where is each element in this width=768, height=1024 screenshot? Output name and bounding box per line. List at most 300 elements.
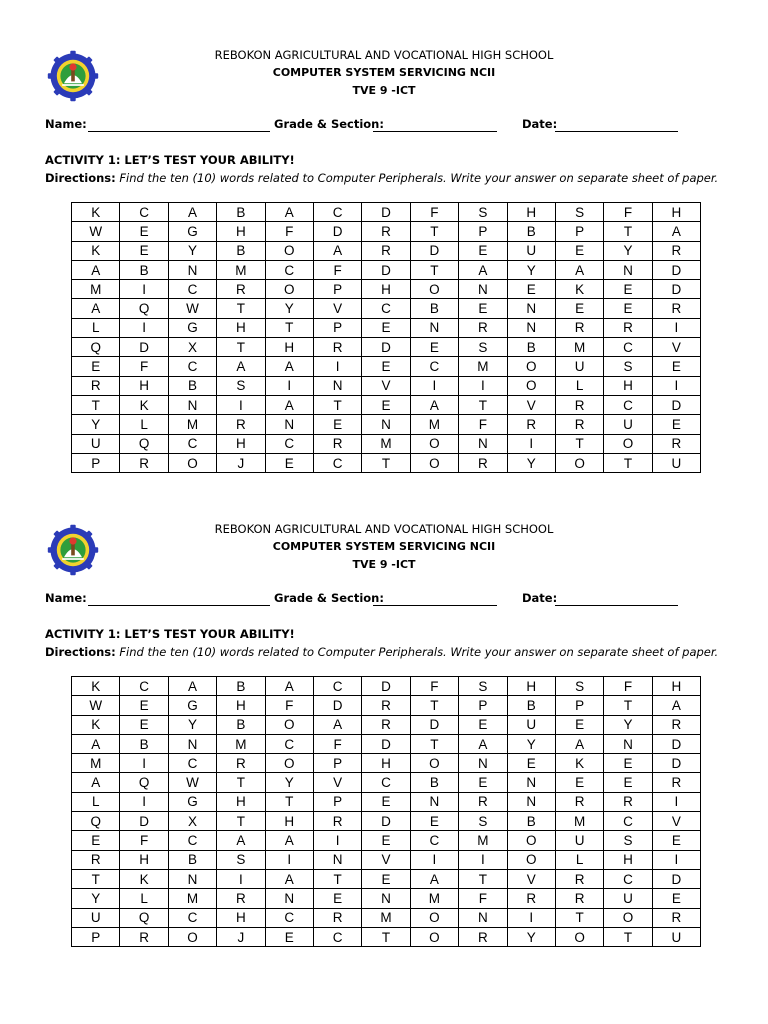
grid-cell: E — [265, 453, 313, 472]
grid-cell: Y — [72, 415, 120, 434]
grid-row — [72, 869, 701, 888]
grid-cell: B — [168, 850, 216, 869]
grid-cell: A — [72, 299, 120, 318]
grid-cell: K — [555, 754, 603, 773]
grid-cell: R — [72, 850, 120, 869]
grid-row — [72, 908, 701, 927]
name-blank[interactable] — [88, 605, 270, 606]
worksheet-copy-1 — [0, 37, 768, 507]
grid-cell: T — [604, 696, 652, 715]
grid-cell: B — [217, 677, 265, 696]
grid-cell: L — [120, 415, 168, 434]
grid-cell: M — [410, 889, 458, 908]
grid-cell: E — [313, 889, 361, 908]
grid-cell: M — [410, 415, 458, 434]
grid-cell: Y — [507, 734, 555, 753]
grid-cell: T — [555, 908, 603, 927]
grid-cell: C — [604, 812, 652, 831]
grid-cell: S — [459, 812, 507, 831]
grid-cell: R — [555, 395, 603, 414]
grid-row — [72, 222, 701, 241]
grid-cell: B — [507, 222, 555, 241]
grid-cell: D — [652, 260, 700, 279]
grid-cell: T — [313, 395, 361, 414]
grid-cell: C — [410, 357, 458, 376]
grid-cell: O — [410, 754, 458, 773]
grid-cell: E — [362, 831, 410, 850]
grid-cell: D — [120, 812, 168, 831]
grid-cell: O — [265, 241, 313, 260]
grid-cell: O — [168, 453, 216, 472]
grid-cell: C — [168, 831, 216, 850]
grid-cell: O — [410, 434, 458, 453]
grid-cell: D — [362, 203, 410, 222]
grid-cell: P — [555, 696, 603, 715]
grid-cell: O — [168, 927, 216, 946]
grid-cell: B — [120, 734, 168, 753]
grid-cell: F — [410, 677, 458, 696]
grid-cell: C — [604, 869, 652, 888]
grid-cell: H — [652, 677, 700, 696]
grid-cell: P — [555, 222, 603, 241]
grid-cell: F — [313, 260, 361, 279]
grid-cell: A — [265, 677, 313, 696]
grid-cell: A — [652, 222, 700, 241]
grid-cell: R — [459, 792, 507, 811]
directions-text: Find the ten (10) words related to Computer Peripherals. Write your answer on separate sheet of paper. — [115, 171, 719, 185]
grid-cell: O — [604, 434, 652, 453]
grid-cell: R — [555, 889, 603, 908]
course-title: COMPUTER SYSTEM SERVICING NCII — [272, 66, 496, 79]
grid-cell: D — [652, 869, 700, 888]
school-name: REBOKON AGRICULTURAL AND VOCATIONAL HIGH SCHOOL — [214, 522, 554, 536]
grid-cell: C — [168, 754, 216, 773]
grid-cell: H — [265, 812, 313, 831]
grid-cell: S — [217, 376, 265, 395]
grid-cell: A — [168, 677, 216, 696]
grid-cell: O — [265, 754, 313, 773]
grid-row — [72, 696, 701, 715]
grid-cell: C — [168, 280, 216, 299]
grid-cell: Y — [507, 927, 555, 946]
grid-cell: X — [168, 338, 216, 357]
grid-cell: E — [652, 889, 700, 908]
grid-cell: I — [459, 376, 507, 395]
grid-cell: S — [459, 338, 507, 357]
grid-row — [72, 792, 701, 811]
grid-cell: H — [604, 850, 652, 869]
grid-cell: F — [459, 415, 507, 434]
grid-cell: S — [604, 831, 652, 850]
grid-cell: M — [362, 434, 410, 453]
grid-cell: R — [362, 222, 410, 241]
grid-row — [72, 754, 701, 773]
grid-cell: C — [168, 357, 216, 376]
name-label: Name: — [45, 117, 87, 131]
grid-cell: R — [217, 415, 265, 434]
grid-cell: S — [459, 677, 507, 696]
grid-cell: Y — [168, 715, 216, 734]
grid-cell: I — [120, 754, 168, 773]
grid-cell: H — [652, 203, 700, 222]
grid-cell: O — [507, 850, 555, 869]
grid-cell: R — [555, 869, 603, 888]
grid-cell: D — [313, 222, 361, 241]
grid-cell: E — [120, 241, 168, 260]
grid-cell: L — [120, 889, 168, 908]
grid-cell: S — [555, 203, 603, 222]
grid-cell: R — [507, 889, 555, 908]
grid-cell: H — [265, 338, 313, 357]
directions-text: Find the ten (10) words related to Computer Peripherals. Write your answer on separate sheet of paper. — [115, 645, 719, 659]
grid-cell: E — [72, 357, 120, 376]
grid-cell: O — [265, 280, 313, 299]
grid-cell: V — [507, 869, 555, 888]
grid-cell: H — [120, 850, 168, 869]
grid-cell: F — [604, 203, 652, 222]
grid-cell: D — [410, 241, 458, 260]
grid-cell: M — [459, 357, 507, 376]
grid-cell: T — [555, 434, 603, 453]
grid-cell: D — [313, 696, 361, 715]
grid-cell: B — [507, 812, 555, 831]
grid-cell: D — [362, 734, 410, 753]
grid-cell: Y — [168, 241, 216, 260]
grid-row — [72, 453, 701, 472]
grid-cell: A — [217, 831, 265, 850]
grid-cell: V — [362, 376, 410, 395]
name-blank[interactable] — [88, 131, 270, 132]
grid-cell: G — [168, 318, 216, 337]
grid-cell: E — [555, 715, 603, 734]
grid-cell: R — [604, 792, 652, 811]
grade-level: TVE 9 -ICT — [352, 84, 416, 97]
grid-cell: T — [459, 869, 507, 888]
grid-cell: L — [72, 792, 120, 811]
grid-cell: B — [217, 203, 265, 222]
grid-cell: B — [410, 773, 458, 792]
grid-cell: A — [410, 869, 458, 888]
grid-cell: Q — [120, 908, 168, 927]
grid-cell: E — [120, 696, 168, 715]
grid-row — [72, 715, 701, 734]
grid-cell: I — [652, 792, 700, 811]
grid-cell: D — [362, 677, 410, 696]
grid-cell: H — [507, 203, 555, 222]
grid-cell: U — [507, 241, 555, 260]
grid-cell: I — [459, 850, 507, 869]
grid-cell: B — [507, 338, 555, 357]
grid-cell: D — [652, 395, 700, 414]
grid-cell: W — [72, 222, 120, 241]
grid-cell: E — [652, 357, 700, 376]
grid-cell: M — [72, 754, 120, 773]
grid-cell: P — [313, 754, 361, 773]
grid-cell: F — [265, 696, 313, 715]
grid-row — [72, 260, 701, 279]
grid-cell: R — [72, 376, 120, 395]
grid-cell: E — [410, 338, 458, 357]
grid-cell: V — [313, 773, 361, 792]
grid-cell: S — [217, 850, 265, 869]
grid-cell: Y — [604, 715, 652, 734]
grid-cell: E — [459, 773, 507, 792]
grid-cell: Y — [265, 773, 313, 792]
grid-cell: P — [72, 453, 120, 472]
grid-cell: N — [604, 260, 652, 279]
grid-cell: T — [604, 453, 652, 472]
grid-cell: O — [265, 715, 313, 734]
grid-cell: I — [652, 318, 700, 337]
word-search-grid — [71, 202, 701, 473]
grid-cell: A — [265, 357, 313, 376]
grid-cell: Y — [507, 260, 555, 279]
grid-cell: P — [313, 318, 361, 337]
grid-cell: D — [410, 715, 458, 734]
grid-cell: P — [313, 792, 361, 811]
grid-cell: N — [168, 869, 216, 888]
grid-cell: R — [652, 908, 700, 927]
grid-cell: R — [217, 754, 265, 773]
grid-cell: H — [217, 792, 265, 811]
grid-cell: A — [555, 734, 603, 753]
grid-cell: S — [555, 677, 603, 696]
grid-cell: Y — [72, 889, 120, 908]
grid-cell: K — [72, 241, 120, 260]
grid-cell: L — [72, 318, 120, 337]
grid-cell: N — [507, 318, 555, 337]
grid-cell: C — [265, 908, 313, 927]
grid-row — [72, 850, 701, 869]
grid-cell: T — [410, 734, 458, 753]
activity-title: ACTIVITY 1: LET’S TEST YOUR ABILITY! — [45, 627, 295, 641]
grid-cell: U — [72, 434, 120, 453]
grid-cell: U — [604, 889, 652, 908]
grid-cell: O — [555, 453, 603, 472]
grid-cell: U — [507, 715, 555, 734]
directions — [45, 171, 718, 185]
grid-cell: W — [72, 696, 120, 715]
grid-cell: T — [410, 260, 458, 279]
grid-row — [72, 357, 701, 376]
grid-cell: V — [362, 850, 410, 869]
grid-cell: D — [362, 812, 410, 831]
grid-cell: O — [410, 927, 458, 946]
school-name: REBOKON AGRICULTURAL AND VOCATIONAL HIGH SCHOOL — [214, 48, 554, 62]
grid-row — [72, 299, 701, 318]
grid-cell: K — [120, 869, 168, 888]
grid-row — [72, 734, 701, 753]
grid-cell: L — [555, 850, 603, 869]
grid-cell: B — [507, 696, 555, 715]
grid-cell: F — [459, 889, 507, 908]
grid-cell: R — [120, 927, 168, 946]
grid-row — [72, 241, 701, 260]
grid-cell: E — [120, 715, 168, 734]
grid-cell: H — [217, 318, 265, 337]
grid-cell: E — [555, 241, 603, 260]
grid-cell: J — [217, 927, 265, 946]
grid-cell: R — [652, 773, 700, 792]
grid-cell: A — [168, 203, 216, 222]
grid-cell: R — [555, 792, 603, 811]
grid-cell: W — [168, 773, 216, 792]
grid-cell: B — [168, 376, 216, 395]
grid-cell: E — [72, 831, 120, 850]
grid-cell: E — [459, 299, 507, 318]
grid-row — [72, 318, 701, 337]
grid-cell: K — [120, 395, 168, 414]
grid-cell: R — [313, 338, 361, 357]
grid-cell: M — [217, 734, 265, 753]
grid-cell: I — [507, 908, 555, 927]
grid-cell: N — [459, 908, 507, 927]
grid-cell: R — [459, 453, 507, 472]
grid-row — [72, 831, 701, 850]
activity-title: ACTIVITY 1: LET’S TEST YOUR ABILITY! — [45, 153, 295, 167]
grid-row — [72, 203, 701, 222]
grid-cell: W — [168, 299, 216, 318]
grid-cell: E — [459, 715, 507, 734]
grid-cell: F — [604, 677, 652, 696]
grid-cell: E — [604, 299, 652, 318]
grid-cell: T — [72, 869, 120, 888]
grid-cell: Q — [120, 773, 168, 792]
grid-cell: N — [410, 318, 458, 337]
grid-cell: Y — [507, 453, 555, 472]
grid-cell: O — [507, 357, 555, 376]
grid-cell: K — [72, 715, 120, 734]
grid-cell: I — [507, 434, 555, 453]
grid-cell: A — [410, 395, 458, 414]
grade-level: TVE 9 -ICT — [352, 558, 416, 571]
directions-label: Directions: — [45, 645, 116, 659]
grid-cell: A — [459, 260, 507, 279]
grid-cell: R — [459, 927, 507, 946]
grid-cell: E — [604, 280, 652, 299]
grade-section-label: Grade & Section: — [274, 117, 384, 131]
grid-cell: R — [313, 434, 361, 453]
grid-cell: S — [604, 357, 652, 376]
grid-cell: C — [604, 395, 652, 414]
grid-cell: E — [313, 415, 361, 434]
grid-cell: I — [120, 318, 168, 337]
grid-cell: A — [72, 734, 120, 753]
grid-cell: J — [217, 453, 265, 472]
grid-cell: K — [72, 203, 120, 222]
date-blank[interactable] — [555, 605, 678, 606]
grid-cell: V — [313, 299, 361, 318]
grid-cell: M — [168, 415, 216, 434]
grid-cell: C — [265, 734, 313, 753]
grid-cell: K — [555, 280, 603, 299]
grid-cell: L — [555, 376, 603, 395]
grid-cell: E — [362, 357, 410, 376]
grid-cell: N — [410, 792, 458, 811]
grid-cell: A — [313, 241, 361, 260]
grid-cell: V — [652, 812, 700, 831]
grid-cell: R — [604, 318, 652, 337]
grid-cell: P — [72, 927, 120, 946]
grid-cell: N — [168, 734, 216, 753]
grid-cell: H — [362, 280, 410, 299]
grid-cell: N — [507, 773, 555, 792]
grid-cell: T — [410, 222, 458, 241]
grid-cell: N — [313, 376, 361, 395]
grid-cell: A — [265, 869, 313, 888]
grid-cell: C — [120, 677, 168, 696]
grid-cell: E — [362, 792, 410, 811]
grid-cell: D — [652, 280, 700, 299]
grid-cell: K — [72, 677, 120, 696]
grid-cell: E — [604, 754, 652, 773]
grid-row — [72, 415, 701, 434]
grid-row — [72, 773, 701, 792]
grid-row — [72, 677, 701, 696]
grid-cell: U — [652, 453, 700, 472]
grid-cell: M — [72, 280, 120, 299]
grid-cell: R — [459, 318, 507, 337]
grid-cell: M — [168, 889, 216, 908]
grid-cell: E — [120, 222, 168, 241]
grid-cell: I — [313, 831, 361, 850]
grid-row — [72, 376, 701, 395]
grid-cell: N — [459, 434, 507, 453]
grid-cell: E — [652, 831, 700, 850]
grid-cell: I — [652, 850, 700, 869]
directions-label: Directions: — [45, 171, 116, 185]
grid-cell: F — [120, 357, 168, 376]
grid-cell: I — [265, 850, 313, 869]
grid-cell: F — [313, 734, 361, 753]
grid-cell: E — [459, 241, 507, 260]
grid-cell: R — [652, 434, 700, 453]
grid-cell: I — [217, 395, 265, 414]
grid-cell: I — [410, 376, 458, 395]
grid-cell: R — [652, 299, 700, 318]
grid-cell: E — [410, 812, 458, 831]
grid-cell: D — [652, 734, 700, 753]
grid-cell: E — [652, 415, 700, 434]
grid-cell: C — [410, 831, 458, 850]
grade-section-blank[interactable] — [373, 605, 497, 606]
grid-cell: I — [120, 792, 168, 811]
grid-cell: O — [555, 927, 603, 946]
grid-cell: A — [459, 734, 507, 753]
word-search-grid — [71, 676, 701, 947]
grid-row — [72, 280, 701, 299]
grid-cell: R — [555, 415, 603, 434]
grid-cell: R — [652, 241, 700, 260]
grid-cell: C — [362, 773, 410, 792]
grid-cell: R — [120, 453, 168, 472]
worksheet-copy-2 — [0, 511, 768, 981]
grid-cell: Q — [120, 299, 168, 318]
grid-cell: A — [265, 203, 313, 222]
grid-cell: R — [652, 715, 700, 734]
grid-cell: I — [652, 376, 700, 395]
grid-cell: D — [652, 754, 700, 773]
grid-cell: N — [604, 734, 652, 753]
grid-cell: Q — [72, 812, 120, 831]
grid-cell: E — [555, 773, 603, 792]
grid-row — [72, 927, 701, 946]
date-label: Date: — [522, 591, 558, 605]
grid-cell: V — [652, 338, 700, 357]
grid-cell: H — [217, 434, 265, 453]
date-blank[interactable] — [555, 131, 678, 132]
grade-section-blank[interactable] — [373, 131, 497, 132]
